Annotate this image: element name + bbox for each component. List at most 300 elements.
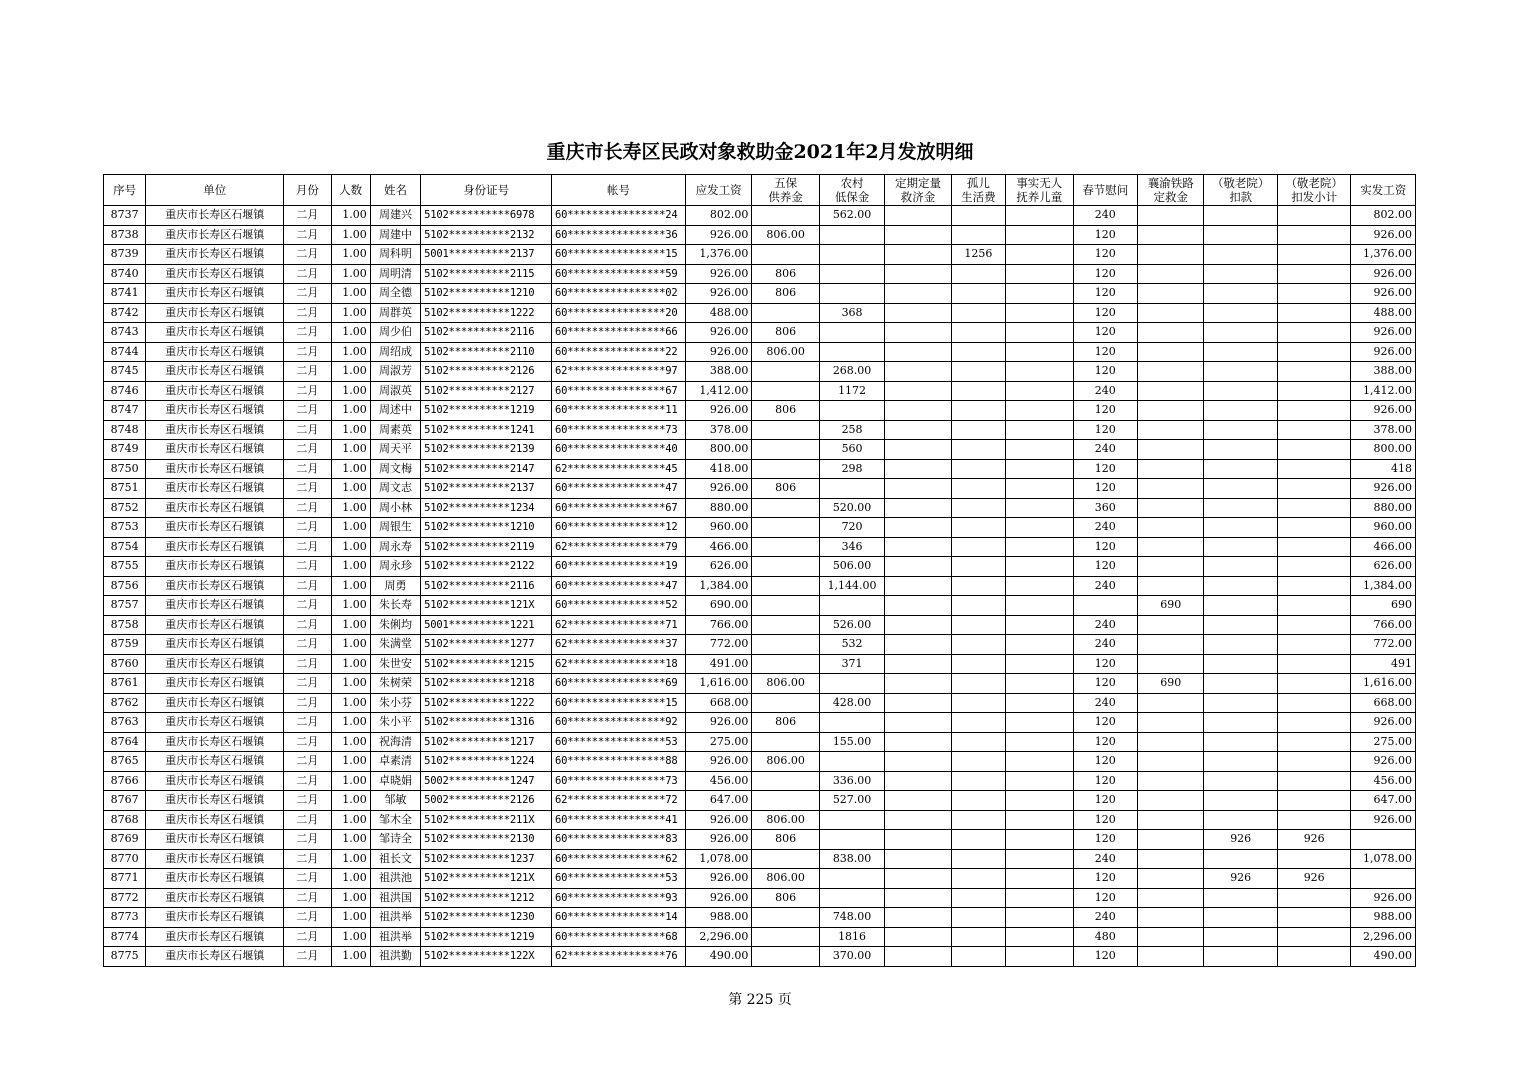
table-cell <box>752 615 819 635</box>
column-header: 春节慰问 <box>1073 175 1137 206</box>
table-cell: 120 <box>1073 459 1137 479</box>
table-cell <box>1204 420 1278 440</box>
table-cell <box>1277 284 1351 304</box>
table-cell: 960.00 <box>1351 518 1416 538</box>
table-cell <box>1137 791 1203 811</box>
table-cell: 690 <box>1137 596 1203 616</box>
table-cell <box>951 635 1005 655</box>
table-cell <box>885 381 951 401</box>
table-cell <box>1006 557 1073 577</box>
table-cell <box>885 693 951 713</box>
table-cell: 二月 <box>284 732 331 752</box>
table-cell <box>1006 225 1073 245</box>
table-cell: 120 <box>1073 245 1137 265</box>
table-cell: 766.00 <box>685 615 751 635</box>
table-cell <box>752 771 819 791</box>
table-cell: 240 <box>1073 440 1137 460</box>
table-cell: 5102**********2110 <box>421 342 552 362</box>
table-cell <box>1006 674 1073 694</box>
table-row <box>104 537 1416 557</box>
table-cell <box>885 576 951 596</box>
table-cell: 周勇 <box>370 576 420 596</box>
table-cell: 926.00 <box>685 869 751 889</box>
table-cell: 5102**********122X <box>421 947 552 967</box>
table-cell <box>1277 693 1351 713</box>
table-cell <box>752 498 819 518</box>
table-cell: 60****************68 <box>552 927 686 947</box>
table-cell: 60****************67 <box>552 498 686 518</box>
table-cell: 926.00 <box>1351 323 1416 343</box>
column-header: 五保 供养金 <box>752 175 819 206</box>
table-cell <box>752 849 819 869</box>
table-cell: 690 <box>1351 596 1416 616</box>
table-cell <box>885 791 951 811</box>
table-cell <box>1006 693 1073 713</box>
table-cell <box>819 888 884 908</box>
table-cell <box>885 479 951 499</box>
table-cell <box>752 303 819 323</box>
table-cell: 1.00 <box>331 927 370 947</box>
table-cell <box>951 537 1005 557</box>
table-cell: 重庆市长寿区石堰镇 <box>146 693 284 713</box>
table-cell <box>819 284 884 304</box>
table-cell: 120 <box>1073 752 1137 772</box>
table-cell: 二月 <box>284 245 331 265</box>
table-cell: 重庆市长寿区石堰镇 <box>146 752 284 772</box>
table-cell <box>819 752 884 772</box>
table-cell: 二月 <box>284 459 331 479</box>
table-cell <box>1137 342 1203 362</box>
table-cell: 120 <box>1073 947 1137 967</box>
table-cell <box>1137 713 1203 733</box>
table-cell: 520.00 <box>819 498 884 518</box>
table-cell: 120 <box>1073 888 1137 908</box>
table-cell: 120 <box>1073 557 1137 577</box>
table-cell <box>1277 615 1351 635</box>
table-cell: 二月 <box>284 479 331 499</box>
table-cell <box>752 518 819 538</box>
table-cell: 240 <box>1073 206 1137 226</box>
table-cell <box>1137 771 1203 791</box>
table-cell: 5102**********1219 <box>421 927 552 947</box>
table-cell <box>752 557 819 577</box>
column-header: 应发工资 <box>685 175 751 206</box>
table-cell <box>1204 557 1278 577</box>
table-cell: 二月 <box>284 693 331 713</box>
table-cell <box>1137 732 1203 752</box>
table-cell <box>1006 869 1073 889</box>
table-cell: 朱小平 <box>370 713 420 733</box>
table-cell <box>819 225 884 245</box>
table-cell <box>1006 908 1073 928</box>
table-cell: 重庆市长寿区石堰镇 <box>146 303 284 323</box>
table-cell: 62****************97 <box>552 362 686 382</box>
table-cell <box>1277 206 1351 226</box>
table-cell: 重庆市长寿区石堰镇 <box>146 420 284 440</box>
table-cell <box>1277 498 1351 518</box>
table-cell <box>1204 264 1278 284</box>
table-cell: 60****************15 <box>552 245 686 265</box>
table-cell: 360 <box>1073 498 1137 518</box>
table-cell <box>885 810 951 830</box>
table-cell <box>1006 888 1073 908</box>
table-cell: 120 <box>1073 654 1137 674</box>
table-cell: 1.00 <box>331 342 370 362</box>
table-cell: 456.00 <box>685 771 751 791</box>
table-cell: 二月 <box>284 713 331 733</box>
table-cell: 周素英 <box>370 420 420 440</box>
table-cell <box>1277 674 1351 694</box>
table-cell: 二月 <box>284 362 331 382</box>
table-cell <box>1204 576 1278 596</box>
table-cell: 120 <box>1073 771 1137 791</box>
table-cell <box>1204 479 1278 499</box>
table-cell: 二月 <box>284 791 331 811</box>
table-cell: 480 <box>1073 927 1137 947</box>
table-cell <box>885 596 951 616</box>
table-cell <box>1006 713 1073 733</box>
table-row <box>104 440 1416 460</box>
table-row <box>104 674 1416 694</box>
table-cell: 388.00 <box>1351 362 1416 382</box>
table-cell <box>1006 264 1073 284</box>
table-cell: 8751 <box>104 479 146 499</box>
table-cell: 120 <box>1073 732 1137 752</box>
table-cell <box>951 284 1005 304</box>
table-cell: 62****************79 <box>552 537 686 557</box>
table-cell <box>951 810 1005 830</box>
table-cell <box>1137 225 1203 245</box>
table-cell: 368 <box>819 303 884 323</box>
table-cell: 1.00 <box>331 440 370 460</box>
table-cell: 371 <box>819 654 884 674</box>
table-cell <box>951 498 1005 518</box>
table-cell <box>1137 362 1203 382</box>
table-cell: 1.00 <box>331 635 370 655</box>
table-cell <box>1137 557 1203 577</box>
table-cell: 重庆市长寿区石堰镇 <box>146 323 284 343</box>
table-cell: 二月 <box>284 810 331 830</box>
table-row <box>104 810 1416 830</box>
table-cell: 朱小芬 <box>370 693 420 713</box>
table-cell <box>752 381 819 401</box>
table-cell <box>1137 459 1203 479</box>
table-row <box>104 225 1416 245</box>
table-cell: 1,376.00 <box>1351 245 1416 265</box>
table-cell: 926.00 <box>1351 284 1416 304</box>
table-cell: 5102**********6978 <box>421 206 552 226</box>
table-cell <box>1006 947 1073 967</box>
table-cell <box>951 908 1005 928</box>
table-cell: 60****************20 <box>552 303 686 323</box>
table-row <box>104 479 1416 499</box>
table-row <box>104 713 1416 733</box>
table-cell: 8744 <box>104 342 146 362</box>
table-cell <box>1137 245 1203 265</box>
table-cell: 8768 <box>104 810 146 830</box>
table-cell: 1.00 <box>331 225 370 245</box>
table-cell: 重庆市长寿区石堰镇 <box>146 537 284 557</box>
column-header: 孤儿 生活费 <box>951 175 1005 206</box>
table-cell <box>951 654 1005 674</box>
table-cell <box>819 830 884 850</box>
table-cell <box>1204 342 1278 362</box>
table-cell: 926.00 <box>685 284 751 304</box>
table-cell: 490.00 <box>1351 947 1416 967</box>
table-cell: 二月 <box>284 654 331 674</box>
table-cell: 8774 <box>104 927 146 947</box>
table-cell: 1.00 <box>331 908 370 928</box>
table-cell <box>1006 362 1073 382</box>
table-cell: 800.00 <box>685 440 751 460</box>
table-cell <box>1006 342 1073 362</box>
table-cell: 1,144.00 <box>819 576 884 596</box>
table-cell <box>752 908 819 928</box>
table-cell <box>1204 323 1278 343</box>
table-cell: 60****************11 <box>552 401 686 421</box>
table-cell <box>951 732 1005 752</box>
table-cell <box>1137 849 1203 869</box>
table-cell: 8765 <box>104 752 146 772</box>
table-cell <box>1204 245 1278 265</box>
column-header: 实发工资 <box>1351 175 1416 206</box>
table-cell: 5102**********2116 <box>421 323 552 343</box>
table-cell: 60****************14 <box>552 908 686 928</box>
table-cell: 8760 <box>104 654 146 674</box>
table-cell: 8754 <box>104 537 146 557</box>
table-cell: 5001**********2137 <box>421 245 552 265</box>
table-cell: 1,384.00 <box>1351 576 1416 596</box>
table-cell <box>1277 479 1351 499</box>
table-cell <box>1277 596 1351 616</box>
table-cell <box>951 362 1005 382</box>
table-row <box>104 557 1416 577</box>
table-cell: 806 <box>752 284 819 304</box>
table-cell: 1.00 <box>331 401 370 421</box>
table-cell <box>1073 596 1137 616</box>
table-cell: 926.00 <box>685 888 751 908</box>
table-cell <box>1137 635 1203 655</box>
table-cell: 275.00 <box>685 732 751 752</box>
table-cell <box>885 362 951 382</box>
table-cell <box>1204 362 1278 382</box>
table-cell: 926.00 <box>1351 713 1416 733</box>
table-cell <box>951 323 1005 343</box>
table-row <box>104 947 1416 967</box>
table-cell: 周文志 <box>370 479 420 499</box>
document-title: 重庆市长寿区民政对象救助金2021年2月发放明细 <box>546 141 974 163</box>
table-cell: 1.00 <box>331 537 370 557</box>
table-cell <box>1204 440 1278 460</box>
table-cell: 1.00 <box>331 498 370 518</box>
table-cell: 1.00 <box>331 323 370 343</box>
table-cell <box>1006 576 1073 596</box>
table-cell <box>885 908 951 928</box>
table-cell: 60****************66 <box>552 323 686 343</box>
table-cell <box>951 713 1005 733</box>
table-cell <box>1204 947 1278 967</box>
column-header: 农村 低保金 <box>819 175 884 206</box>
table-cell: 120 <box>1073 810 1137 830</box>
table-cell <box>1277 947 1351 967</box>
table-cell <box>885 284 951 304</box>
table-cell: 1.00 <box>331 810 370 830</box>
table-cell: 926.00 <box>1351 264 1416 284</box>
table-cell: 二月 <box>284 771 331 791</box>
relief-fund-table <box>103 174 1416 967</box>
table-row <box>104 264 1416 284</box>
table-cell: 1,376.00 <box>685 245 751 265</box>
table-cell: 周永寿 <box>370 537 420 557</box>
table-cell: 491 <box>1351 654 1416 674</box>
table-cell <box>1204 596 1278 616</box>
table-cell <box>1204 888 1278 908</box>
table-row <box>104 791 1416 811</box>
table-cell: 重庆市长寿区石堰镇 <box>146 908 284 928</box>
table-cell: 重庆市长寿区石堰镇 <box>146 830 284 850</box>
table-cell <box>1137 323 1203 343</box>
table-cell <box>885 654 951 674</box>
table-cell: 926.00 <box>1351 342 1416 362</box>
table-cell <box>819 264 884 284</box>
table-cell <box>951 440 1005 460</box>
column-header: 帐号 <box>552 175 686 206</box>
table-cell: 8762 <box>104 693 146 713</box>
table-cell: 120 <box>1073 342 1137 362</box>
table-cell: 60****************15 <box>552 693 686 713</box>
table-cell <box>1351 830 1416 850</box>
table-cell <box>1006 752 1073 772</box>
table-cell: 806 <box>752 264 819 284</box>
table-cell <box>951 518 1005 538</box>
table-cell <box>885 869 951 889</box>
table-cell: 120 <box>1073 537 1137 557</box>
table-cell: 1,412.00 <box>1351 381 1416 401</box>
table-cell <box>1006 401 1073 421</box>
table-cell <box>1137 927 1203 947</box>
table-cell: 240 <box>1073 635 1137 655</box>
table-cell: 1.00 <box>331 849 370 869</box>
table-cell: 二月 <box>284 518 331 538</box>
table-row <box>104 596 1416 616</box>
table-cell: 806.00 <box>752 674 819 694</box>
table-cell: 626.00 <box>1351 557 1416 577</box>
table-cell: 926.00 <box>685 713 751 733</box>
table-cell <box>1277 752 1351 772</box>
table-cell <box>1204 732 1278 752</box>
table-cell: 1.00 <box>331 518 370 538</box>
table-cell <box>1277 459 1351 479</box>
table-cell: 60****************19 <box>552 557 686 577</box>
table-cell: 重庆市长寿区石堰镇 <box>146 342 284 362</box>
table-cell: 5102**********1217 <box>421 732 552 752</box>
table-cell <box>1006 810 1073 830</box>
table-cell <box>1204 401 1278 421</box>
page-number: 第 225 页 <box>728 992 792 1008</box>
table-cell: 重庆市长寿区石堰镇 <box>146 810 284 830</box>
table-cell: 祖洪举 <box>370 908 420 928</box>
table-cell <box>1137 576 1203 596</box>
table-cell: 62****************72 <box>552 791 686 811</box>
table-cell: 690.00 <box>685 596 751 616</box>
table-cell: 560 <box>819 440 884 460</box>
table-cell: 5102**********2132 <box>421 225 552 245</box>
table-cell: 5102**********2119 <box>421 537 552 557</box>
table-cell: 重庆市长寿区石堰镇 <box>146 791 284 811</box>
table-cell <box>1137 810 1203 830</box>
table-cell <box>1006 771 1073 791</box>
table-cell: 60****************40 <box>552 440 686 460</box>
table-cell <box>1137 479 1203 499</box>
table-cell: 336.00 <box>819 771 884 791</box>
table-cell: 祖洪国 <box>370 888 420 908</box>
table-cell: 926.00 <box>1351 401 1416 421</box>
table-cell: 周群英 <box>370 303 420 323</box>
table-cell: 二月 <box>284 440 331 460</box>
table-cell <box>1006 381 1073 401</box>
table-cell: 60****************92 <box>552 713 686 733</box>
table-cell: 926.00 <box>685 401 751 421</box>
table-cell <box>1204 498 1278 518</box>
table-cell: 重庆市长寿区石堰镇 <box>146 654 284 674</box>
table-cell: 8746 <box>104 381 146 401</box>
table-cell: 周淑芳 <box>370 362 420 382</box>
table-cell: 926 <box>1204 869 1278 889</box>
table-cell <box>885 927 951 947</box>
table-cell <box>951 206 1005 226</box>
table-cell: 388.00 <box>685 362 751 382</box>
table-cell: 卓晓娟 <box>370 771 420 791</box>
table-cell: 8766 <box>104 771 146 791</box>
table-cell <box>1006 323 1073 343</box>
table-cell: 二月 <box>284 557 331 577</box>
table-cell: 60****************73 <box>552 420 686 440</box>
table-cell: 5102**********1237 <box>421 849 552 869</box>
table-cell <box>1006 732 1073 752</box>
table-cell: 重庆市长寿区石堰镇 <box>146 615 284 635</box>
table-cell <box>1277 888 1351 908</box>
table-cell <box>885 615 951 635</box>
table-row <box>104 362 1416 382</box>
table-cell: 120 <box>1073 323 1137 343</box>
table-cell: 240 <box>1073 849 1137 869</box>
table-cell <box>1204 635 1278 655</box>
table-cell: 926.00 <box>685 830 751 850</box>
table-cell: 周永珍 <box>370 557 420 577</box>
table-cell: 二月 <box>284 206 331 226</box>
table-cell: 朱树荣 <box>370 674 420 694</box>
table-cell <box>1204 225 1278 245</box>
table-cell <box>1204 908 1278 928</box>
table-cell: 806.00 <box>752 752 819 772</box>
table-cell <box>1137 498 1203 518</box>
table-cell: 1.00 <box>331 732 370 752</box>
table-cell <box>885 557 951 577</box>
table-cell <box>752 362 819 382</box>
table-cell: 1.00 <box>331 615 370 635</box>
table-cell <box>951 693 1005 713</box>
table-cell: 8755 <box>104 557 146 577</box>
table-cell <box>819 479 884 499</box>
table-cell: 8750 <box>104 459 146 479</box>
table-cell <box>951 303 1005 323</box>
table-cell <box>885 947 951 967</box>
table-cell: 周绍成 <box>370 342 420 362</box>
table-cell: 邹敏 <box>370 791 420 811</box>
table-cell: 1.00 <box>331 752 370 772</box>
table-cell: 5102**********1212 <box>421 888 552 908</box>
table-cell: 二月 <box>284 869 331 889</box>
